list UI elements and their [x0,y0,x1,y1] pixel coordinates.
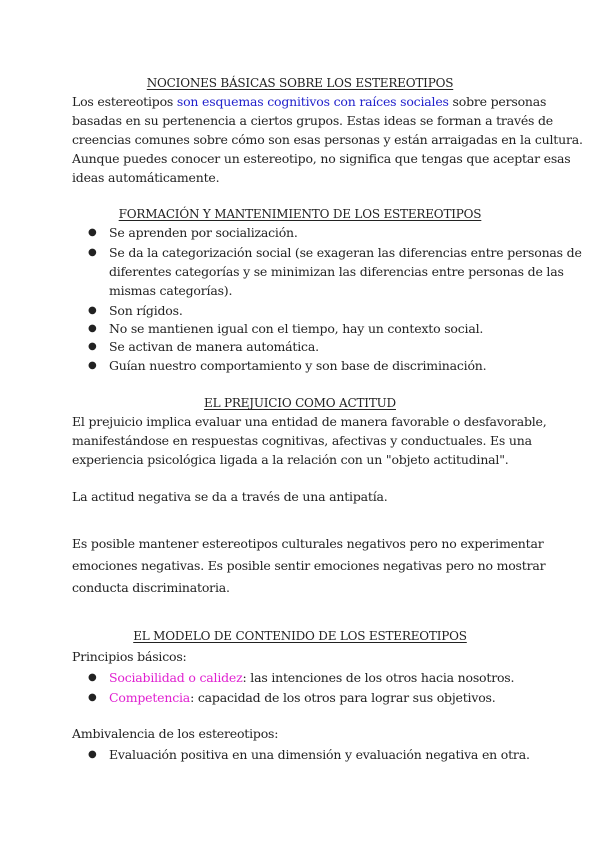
highlight-term: Sociabilidad o calidez [109,670,243,685]
list-item: Guían nuestro comportamiento y son base de discriminación. [109,358,487,373]
heading-prejuicio: EL PREJUICIO COMO ACTITUD [204,396,396,410]
paragraph-line: basadas en su pertenencia a ciertos grupos. Estas ideas se forman a través de [72,113,553,128]
paragraph-line: conducta discriminatoria. [72,580,230,595]
highlight-text: son esquemas cognitivos con raíces sociales [176,94,449,109]
paragraph-line: Los estereotipos son esquemas cognitivos con raíces sociales sobre personas [72,94,547,109]
heading-nociones: NOCIONES BÁSICAS SOBRE LOS ESTEREOTIPOS [146,76,454,90]
principles-label: Principios básicos: [72,649,187,664]
list-item-continuation: mismas categorías). [109,283,233,298]
paragraph-line: creencias comunes sobre cómo son esas personas y están arraigadas en la cultura. [72,132,583,147]
paragraph-line: experiencia psicológica ligada a la relación con un "objeto actitudinal". [72,452,509,467]
paragraph-line: ideas automáticamente. [72,170,220,185]
bullet-icon: ● [88,749,97,760]
bullet-icon: ● [88,305,97,316]
list-item: No se mantienen igual con el tiempo, hay un contexto social. [109,321,484,336]
bullet-icon: ● [88,692,97,703]
list-item-sociabilidad: Sociabilidad o calidez: las intenciones de los otros hacia nosotros. [109,670,515,685]
bullet-icon: ● [88,227,97,238]
paragraph-line: Aunque puedes conocer un estereotipo, no significa que tengas que aceptar esas [72,151,571,166]
heading-formacion: FORMACIÓN Y MANTENIMIENTO DE LOS ESTEREOTIPOS [118,207,482,221]
paragraph-line: El prejuicio implica evaluar una entidad de manera favorable o desfavorable, [72,414,547,429]
paragraph-line: La actitud negativa se da a través de una antipatía. [72,489,388,504]
bullet-icon: ● [88,672,97,683]
list-item-continuation: diferentes categorías y se minimizan las diferencias entre personas de las [109,264,564,279]
bullet-icon: ● [88,360,97,371]
list-item: Son rígidos. [109,303,183,318]
bullet-icon: ● [88,341,97,352]
bullet-icon: ● [88,247,97,258]
list-item: Se aprenden por socialización. [109,225,298,240]
paragraph-line: emociones negativas. Es posible sentir emociones negativas pero no mostrar [72,558,546,573]
highlight-term: Competencia [109,690,191,705]
list-item-competencia: Competencia: capacidad de los otros para lograr sus objetivos. [109,690,496,705]
ambivalence-label: Ambivalencia de los estereotipos: [72,726,279,741]
heading-modelo: EL MODELO DE CONTENIDO DE LOS ESTEREOTIPOS [133,629,467,643]
list-item: Evaluación positiva en una dimensión y evaluación negativa en otra. [109,747,530,762]
bullet-icon: ● [88,323,97,334]
list-item: Se da la categorización social (se exageran las diferencias entre personas de [109,245,582,260]
paragraph-line: manifestándose en respuestas cognitivas, afectivas y conductuales. Es una [72,433,532,448]
paragraph-line: Es posible mantener estereotipos culturales negativos pero no experimentar [72,536,544,551]
list-item: Se activan de manera automática. [109,339,319,354]
